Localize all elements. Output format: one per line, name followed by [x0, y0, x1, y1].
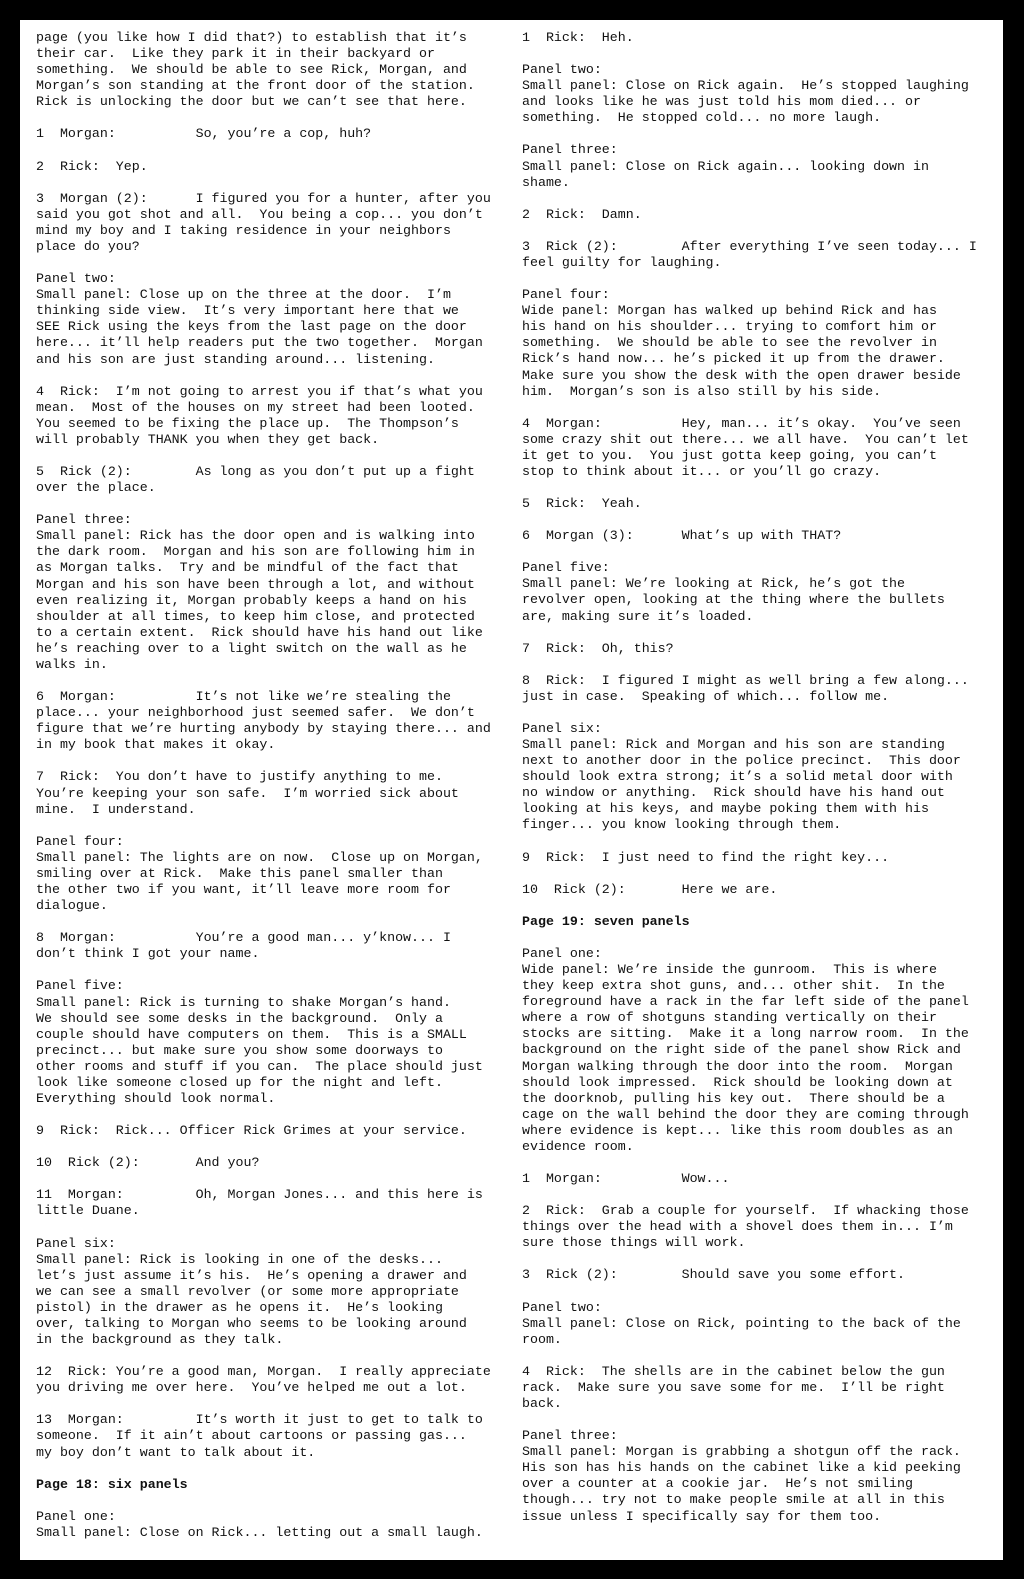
- paragraph: Panel three: Small panel: Close on Rick again... looking down in shame.: [522, 142, 929, 190]
- paragraph: Panel five: Small panel: Rick is turning to shake Morgan’s hand. We should see some desks in the background. Only a couple should have computers on them. This is a SMALL precinct... but make sure you show some doorways to other rooms and stuff if you can. The place should just look like someone closed up for the night and left. Everything should look normal.: [36, 978, 483, 1107]
- paragraph: page (you like how I did that?) to establish that it’s their car. Like they park it in their backyard or something. We should be able to see Rick, Morgan, and Morgan’s son standing at the front door of the station. Rick is unlocking the door but we can’t see that here.: [36, 30, 475, 110]
- paragraph: Panel three: Small panel: Morgan is grabbing a shotgun off the rack. His son has his hands on the cabinet like a kid peeking over a counter at a cookie jar. He’s not smiling though... try not to make people smile at all in this issue unless I specifically say for them too.: [522, 1428, 961, 1524]
- page-19-heading: Page 19: seven panels: [522, 913, 690, 929]
- paragraph: Panel one: Wide panel: We’re inside the gunroom. This is where they keep extra shot guns, and... other shit. In the foreground have a rack in the far left side of the panel where a row of shotguns standing vertically on their stocks are sitting. Make it a long narrow room. In the background on the right side of the panel show Rick and Morgan walking through the door into the room. Morgan should look impressed. Rick should be looking down at the doorknob, pulling his key out. There should be a cage on the wall behind the door they are coming through where evidence is kept... like this room doubles as an evidence room.: [522, 945, 969, 1154]
- paragraph: 9 Rick: Rick... Officer Rick Grimes at your service.: [36, 1123, 467, 1139]
- paragraph: 2 Rick: Yep.: [36, 158, 148, 174]
- paragraph: 4 Morgan: Hey, man... it’s okay. You’ve seen some crazy shit out there... we all have. You can’t let it get to you. You just gotta keep going, you can’t stop to think about it... or you’ll go crazy.: [522, 415, 969, 479]
- paragraph: Panel two: Small panel: Close up on the three at the door. I’m thinking side view. It’s very important here that we SEE Rick using the keys from the last page on the door here... it’ll help readers put the two together. Morgan and his son are just standing around... listening.: [36, 271, 483, 367]
- paragraph: 6 Morgan (3): What’s up with THAT?: [522, 528, 842, 544]
- paragraph: 1 Morgan: Wow...: [522, 1171, 730, 1187]
- paragraph: 5 Rick: Yeah.: [522, 496, 642, 512]
- paragraph: Panel four: Wide panel: Morgan has walked up behind Rick and has his hand on his shoulder... trying to comfort him or something. We should be able to see the revolver in Rick’s hand now... he’s picked it up from the drawer. Make sure you show the desk with the open drawer beside him. Morgan’s son is also still by his side.: [522, 287, 961, 399]
- paragraph: 1 Rick: Heh.: [522, 30, 634, 45]
- paragraph: Panel one: Small panel: Close on Rick... letting out a small laugh.: [36, 1508, 483, 1540]
- paragraph: 3 Rick (2): Should save you some effort.: [522, 1267, 906, 1283]
- paragraph: 4 Rick: The shells are in the cabinet below the gun rack. Make sure you save some for me. I’ll be right back.: [522, 1363, 945, 1411]
- paragraph: Panel six: Small panel: Rick and Morgan and his son are standing next to another door in the police precinct. This door should look extra strong; it’s a solid metal door with no window or anything. Rick should have his hand out looking at his keys, and maybe poking them with his finger... you know looking through them.: [522, 720, 961, 833]
- paragraph: 3 Rick (2): After everything I’ve seen today... I feel guilty for laughing.: [522, 238, 977, 270]
- paragraph: Panel three: Small panel: Rick has the door open and is walking into the dark room. Morgan and his son are following him in as Morgan talks. Try and be mindful of the fact that Morgan and his son have been through a lot, and without even realizing it, Morgan probably keeps a hand on his shoulder at all times, to keep him close, and protected to a certain extent. Rick should have his hand out like he’s reaching over to a light switch on the wall as he walks in.: [36, 512, 483, 672]
- paragraph: Panel two: Small panel: Close on Rick again. He’s stopped laughing and looks like he was just told his mom died... or something. He stopped cold... no more laugh.: [522, 62, 969, 126]
- paragraph: Panel four: Small panel: The lights are on now. Close up on Morgan, smiling over at Rick. Make this panel smaller than the other two if you want, it’ll leave more room for dialogue.: [36, 833, 483, 914]
- paragraph: 11 Morgan: Oh, Morgan Jones... and this here is little Duane.: [36, 1187, 483, 1219]
- paragraph: 10 Rick (2): And you?: [36, 1155, 260, 1171]
- paragraph: Panel two: Small panel: Close on Rick, pointing to the back of the room.: [522, 1299, 961, 1347]
- left-column: [36, 30, 506, 1557]
- paragraph: 7 Rick: Oh, this?: [522, 640, 674, 656]
- paragraph: 5 Rick (2): As long as you don’t put up a fight over the place.: [36, 463, 475, 496]
- paragraph: 3 Morgan (2): I figured you for a hunter, after you said you got shot and all. You being a cop... you don’t mind my boy and I taking residence in your neighbors place do you?: [36, 190, 491, 254]
- paragraph: 9 Rick: I just need to find the right key...: [522, 849, 890, 865]
- page-18-heading: Page 18: six panels: [36, 1476, 188, 1492]
- right-column: [522, 30, 992, 1541]
- paragraph: Panel six: Small panel: Rick is looking in one of the desks... let’s just assume it’s his. He’s opening a drawer and we can see a small revolver (or some more appropriate pistol) in the drawer as he opens it. He’s looking over, talking to Morgan who seems to be looking around in the background as they talk.: [36, 1235, 467, 1348]
- paragraph: 1 Morgan: So, you’re a cop, huh?: [36, 126, 372, 142]
- paragraph: 8 Rick: I figured I might as well bring a few along... just in case. Speaking of which... follow me.: [522, 672, 969, 704]
- paragraph: 8 Morgan: You’re a good man... y’know... I don’t think I got your name.: [36, 930, 451, 962]
- paragraph: 4 Rick: I’m not going to arrest you if that’s what you mean. Most of the houses on my street had been looted. You seemed to be fixing the place up. The Thompson’s will probably THANK you when they get back.: [36, 383, 483, 447]
- paragraph: Panel five: Small panel: We’re looking at Rick, he’s got the revolver open, looking at the thing where the bullets are, making sure it’s loaded.: [522, 560, 945, 624]
- paragraph: 10 Rick (2): Here we are.: [522, 881, 778, 897]
- paragraph: 2 Rick: Grab a couple for yourself. If whacking those things over the head with a shovel does them in... I’m sure those things will work.: [522, 1203, 969, 1251]
- paragraph: 13 Morgan: It’s worth it just to get to talk to someone. If it ain’t about cartoons or passing gas... my boy don’t want to talk about it.: [36, 1412, 483, 1460]
- paragraph: 7 Rick: You don’t have to justify anything to me. You’re keeping your son safe. I’m worried sick about mine. I understand.: [36, 769, 459, 817]
- paragraph: 2 Rick: Damn.: [522, 206, 642, 222]
- script-page: [20, 20, 1003, 1560]
- paragraph: 6 Morgan: It’s not like we’re stealing the place... your neighborhood just seemed safer. We don’t figure that we’re hurting anybody by staying there... and in my book that makes it okay.: [36, 689, 491, 753]
- paragraph: 12 Rick: You’re a good man, Morgan. I really appreciate you driving me over here. You’ve helped me out a lot.: [36, 1364, 491, 1396]
